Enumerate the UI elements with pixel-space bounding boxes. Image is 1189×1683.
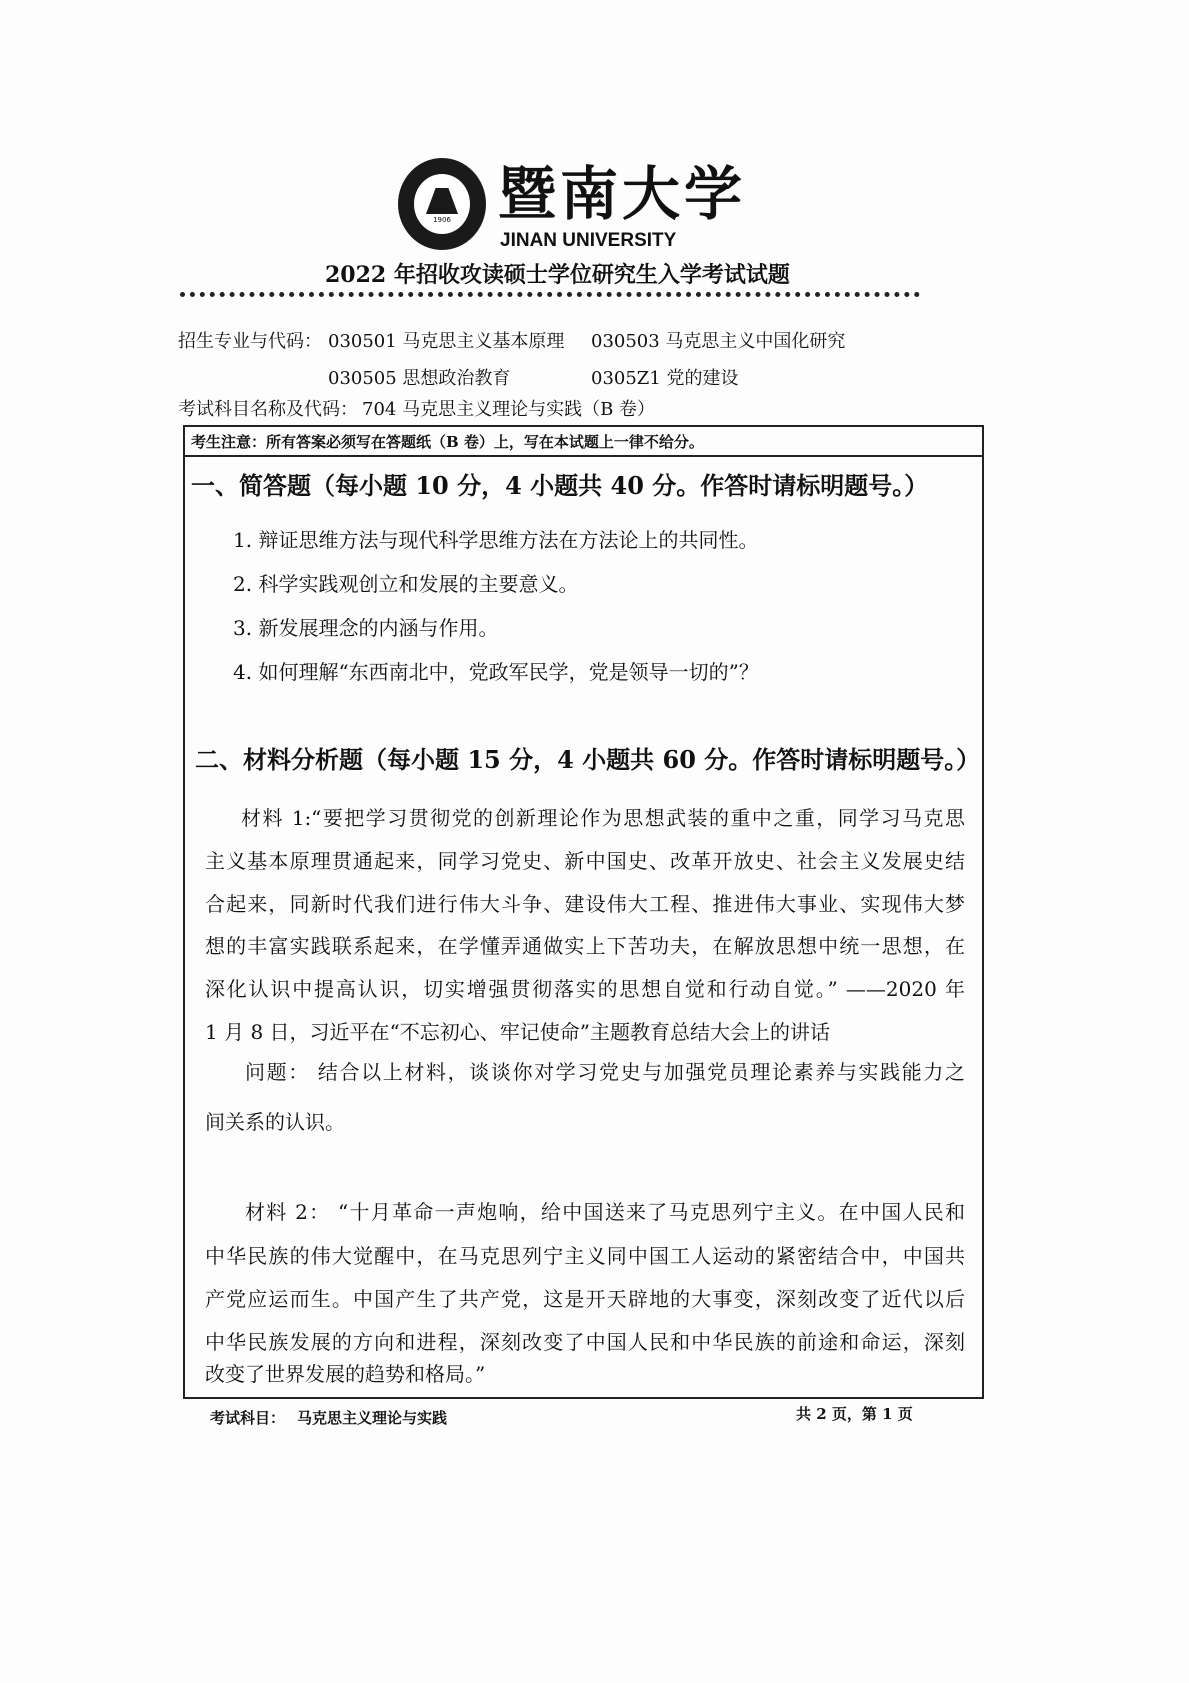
- seal-year: 1906: [433, 216, 451, 224]
- question-box: [183, 425, 984, 1399]
- material2-line: 改变了世界发展的趋势和格局。”: [205, 1362, 486, 1386]
- question1-line: 问题： 结合以上材料，谈谈你对学习党史与加强党员理论素养与实践能力之: [245, 1060, 965, 1084]
- material2-line: 材料 2： “十月革命一声炮响，给中国送来了马克思列宁主义。在中国人民和: [245, 1200, 965, 1224]
- university-name-cn: 暨南大学: [498, 160, 747, 228]
- university-name-en: JINAN UNIVERSITY: [500, 230, 677, 251]
- material1-line: 深化认识中提高认识，切实增强贯彻落实的思想自觉和行动自觉。” ——2020 年: [205, 977, 965, 1001]
- material2-line: 中华民族的伟大觉醒中，在马克思列宁主义同中国工人运动的紧密结合中，中国共: [205, 1244, 965, 1268]
- material1-line: 合起来，同新时代我们进行伟大斗争、建设伟大工程、推进伟大事业、实现伟大梦: [205, 892, 965, 916]
- major-2: 030503 马克思主义中国化研究: [591, 331, 846, 352]
- material1-line: 材料 1:“要把学习贯彻党的创新理论作为思想武装的重中之重，同学习马克思: [241, 806, 965, 830]
- subject: 704 马克思主义理论与实践（B 卷）: [362, 399, 656, 420]
- material1-line: 主义基本原理贯通起来，同学习党史、新中国史、改革开放史、社会主义发展史结: [205, 849, 965, 873]
- subject-row: [178, 398, 655, 422]
- question-item: 4. 如何理解“东西南北中，党政军民学，党是领导一切的”？: [233, 660, 759, 684]
- page-info: 共 2 页，第 1 页: [796, 1405, 913, 1423]
- question-item: 2. 科学实践观创立和发展的主要意义。: [233, 572, 579, 596]
- major-3: 030505 思想政治教育: [328, 368, 511, 389]
- notice: 考生注意：所有答案必须写在答题纸（B 卷）上，写在本试题上一律不给分。: [185, 427, 982, 457]
- question1-line: 间关系的认识。: [205, 1110, 345, 1134]
- material1-line: 1 月 8 日，习近平在“不忘初心、牢记使命”主题教育总结大会上的讲话: [205, 1020, 830, 1044]
- material2-line: 产党应运而生。中国产生了共产党，这是开天辟地的大事变，深刻改变了近代以后: [205, 1287, 965, 1311]
- question-item: 3. 新发展理念的内涵与作用。: [233, 616, 499, 640]
- majors-spacer: [178, 367, 322, 391]
- material2-line: 中华民族发展的方向和进程，深刻改变了中国人民和中华民族的前途和命运，深刻: [205, 1330, 965, 1354]
- major-4: 0305Z1 党的建设: [591, 368, 739, 389]
- footer-subject: 马克思主义理论与实践: [297, 1409, 448, 1427]
- majors-block: [178, 330, 845, 391]
- material1-line: 想的丰富实践联系起来，在学懂弄通做实上下苦功夫，在解放思想中统一思想，在: [205, 934, 965, 958]
- section1-heading: 一、简答题（每小题 10 分，4 小题共 40 分。作答时请标明题号。）: [191, 471, 929, 500]
- dotted-divider: [180, 292, 920, 305]
- question-item: 1. 辩证思维方法与现代科学思维方法在方法论上的共同性。: [233, 528, 759, 552]
- subject-label: 考试科目名称及代码：: [178, 399, 358, 420]
- footer-subject-label: 考试科目：: [210, 1409, 286, 1427]
- major-1: 030501 马克思主义基本原理: [328, 331, 565, 352]
- exam-title: 2022 年招收攻读硕士学位研究生入学考试试题: [325, 262, 790, 288]
- section2-heading: 二、材料分析题（每小题 15 分，4 小题共 60 分。作答时请标明题号。）: [195, 745, 981, 774]
- university-seal-logo: [398, 158, 486, 250]
- majors-label: 招生专业与代码：: [178, 331, 322, 352]
- footer-subject-row: [210, 1408, 447, 1428]
